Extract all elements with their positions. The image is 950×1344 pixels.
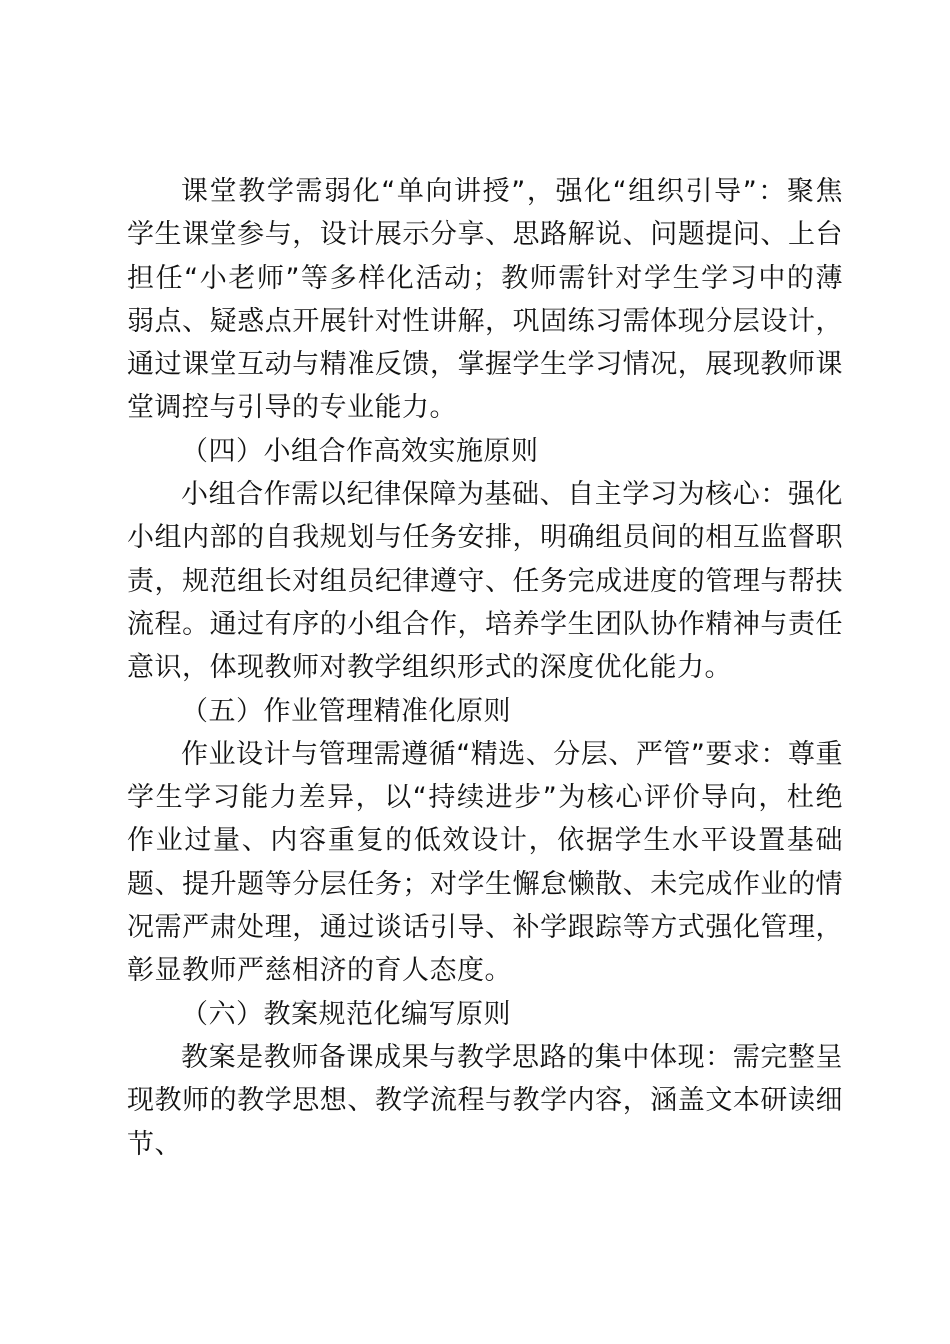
heading-homework-management: （五）作业管理精准化原则 [181, 695, 511, 727]
paragraph-homework-management: 作业设计与管理需遵循“精选、分层、严管”要求：尊重学生学习能力差异，以“持续进步”为核心评价导向，杜绝作业过量、内容重复的低效设计，依据学生水平设置基础题、提升题等分层任务；对学生懈怠懒散、未完成作业的情况需严肃处理，通过谈话引导、补学跟踪等方式强化管理，彰显教师严慈相济的育人态度。 [127, 738, 843, 987]
heading-lesson-plan: （六）教案规范化编写原则 [181, 998, 511, 1030]
paragraph-lesson-plan: 教案是教师备课成果与教学思路的集中体现：需完整呈现教师的教学思想、教学流程与教学内容，涵盖文本研读细节、 [127, 1041, 843, 1160]
document-body [127, 170, 843, 1166]
paragraph-group-cooperation: 小组合作需以纪律保障为基础、自主学习为核心：强化小组内部的自我规划与任务安排，明确组员间的相互监督职责，规范组长对组员纪律遵守、任务完成进度的管理与帮扶流程。通过有序的小组合作，培养学生团队协作精神与责任意识，体现教师对教学组织形式的深度优化能力。 [127, 479, 843, 684]
paragraph-classroom-teaching: 课堂教学需弱化“单向讲授”，强化“组织引导”：聚焦学生课堂参与，设计展示分享、思路解说、问题提问、上台担任“小老师”等多样化活动；教师需针对学生学习中的薄弱点、疑惑点开展针对性讲解，巩固练习需体现分层设计，通过课堂互动与精准反馈，掌握学生学习情况，展现教师课堂调控与引导的专业能力。 [127, 176, 843, 424]
heading-group-cooperation: （四）小组合作高效实施原则 [181, 435, 539, 467]
